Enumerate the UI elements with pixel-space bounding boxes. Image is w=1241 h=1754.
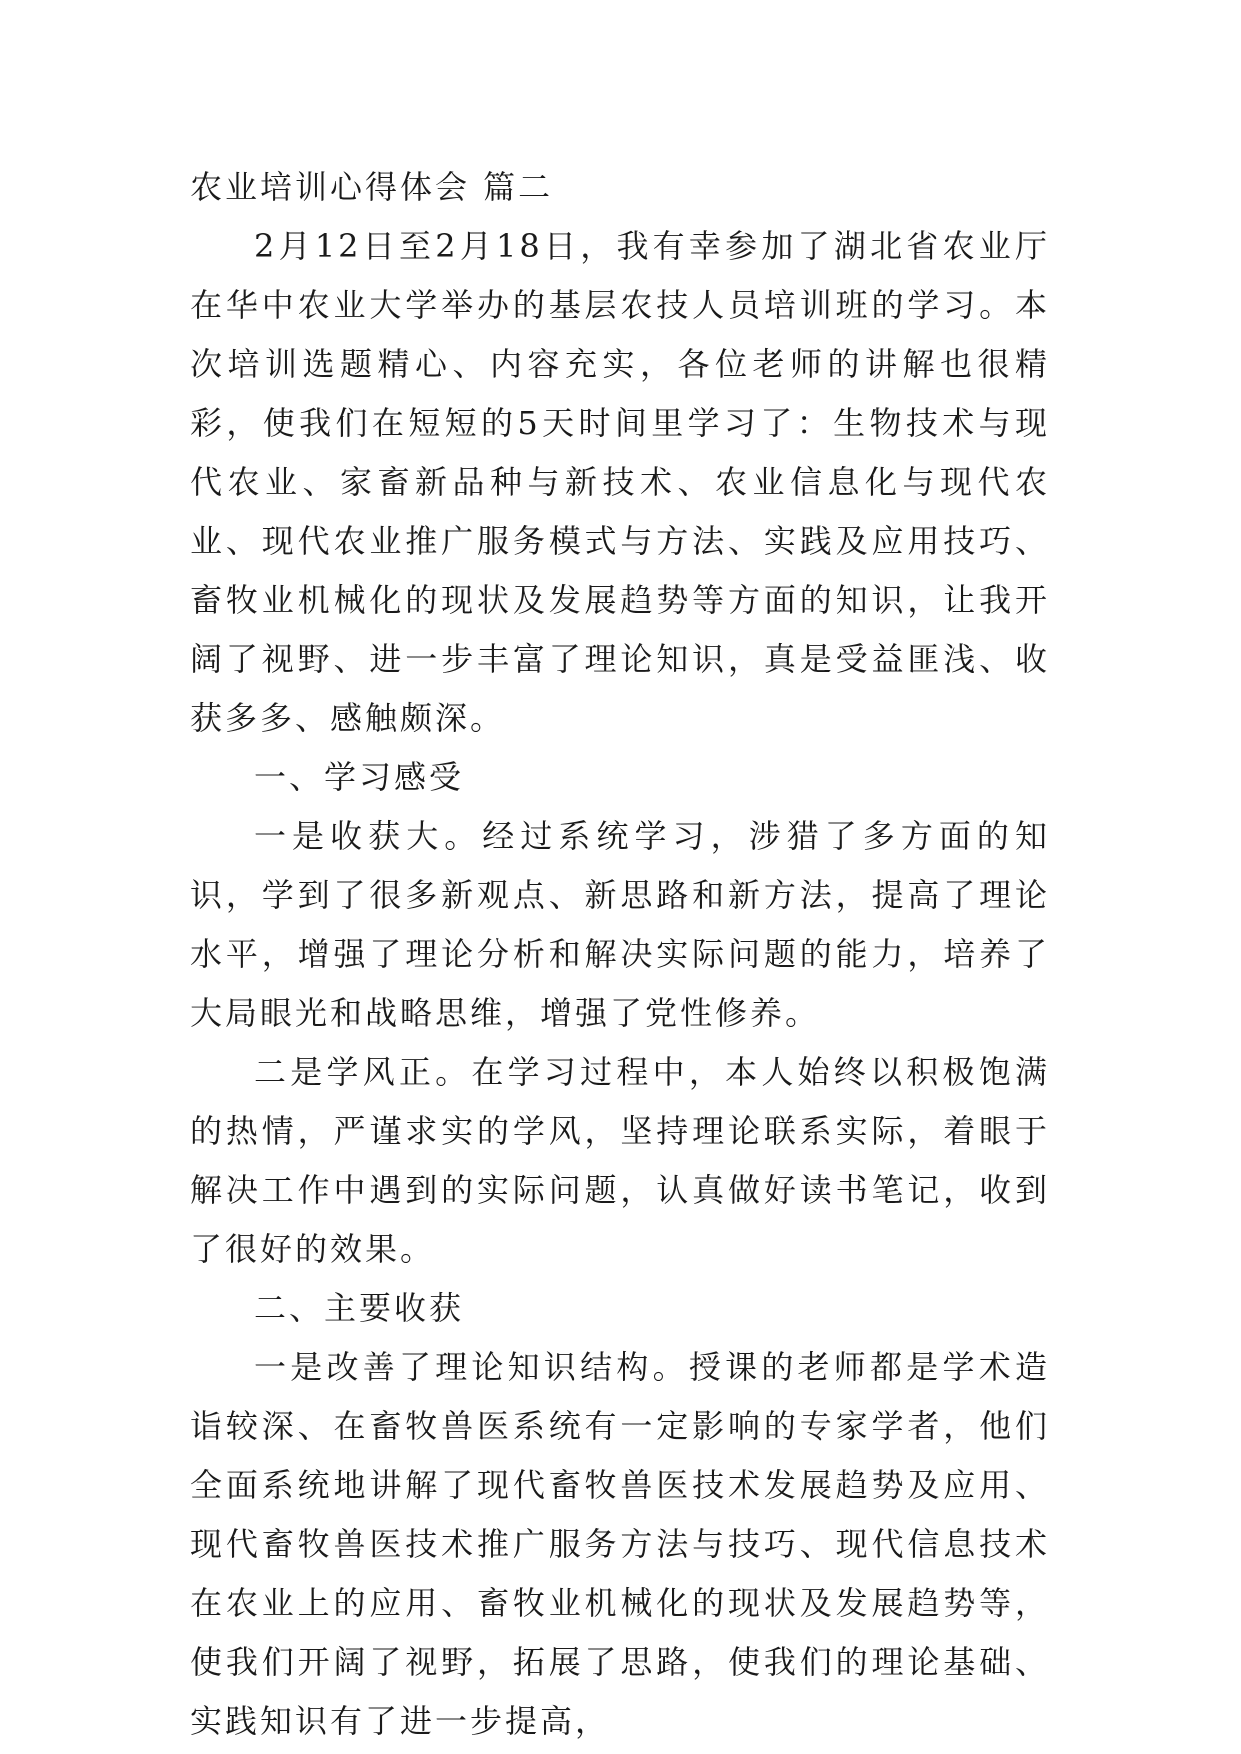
document-title: 农业培训心得体会 篇二 bbox=[190, 168, 554, 206]
paragraph-study-style: 二是学风正。在学习过程中，本人始终以积极饱满的热情，严谨求实的学风，坚持理论联系实际，着眼于解决工作中遇到的实际问题，认真做好读书笔记，收到了很好的效果。 bbox=[190, 1053, 1050, 1268]
section-heading-learning-feelings: 一、学习感受 bbox=[254, 758, 465, 796]
document-body bbox=[190, 158, 1050, 1751]
paragraph-knowledge-structure: 一是改善了理论知识结构。授课的老师都是学术造诣较深、在畜牧兽医系统有一定影响的专家学者，他们全面系统地讲解了现代畜牧兽医技术发展趋势及应用、现代畜牧兽医技术推广服务方法与技巧、现代信息技术在农业上的应用、畜牧业机械化的现状及发展趋势等，使我们开阔了视野，拓展了思路，使我们的理论基础、实践知识有了进一步提高， bbox=[190, 1348, 1050, 1740]
section-heading-main-gains: 二、主要收获 bbox=[254, 1289, 465, 1327]
intro-paragraph: 2月12日至2月18日，我有幸参加了湖北省农业厅在华中农业大学举办的基层农技人员培训班的学习。本次培训选题精心、内容充实，各位老师的讲解也很精彩，使我们在短短的5天时间里学习了：生物技术与现代农业、家畜新品种与新技术、农业信息化与现代农业、现代农业推广服务模式与方法、实践及应用技巧、畜牧业机械化的现状及发展趋势等方面的知识，让我开阔了视野、进一步丰富了理论知识，真是受益匪浅、收获多多、感触颇深。 bbox=[190, 227, 1050, 737]
paragraph-gain-big: 一是收获大。经过系统学习，涉猎了多方面的知识，学到了很多新观点、新思路和新方法，提高了理论水平，增强了理论分析和解决实际问题的能力，培养了大局眼光和战略思维，增强了党性修养。 bbox=[190, 817, 1050, 1032]
